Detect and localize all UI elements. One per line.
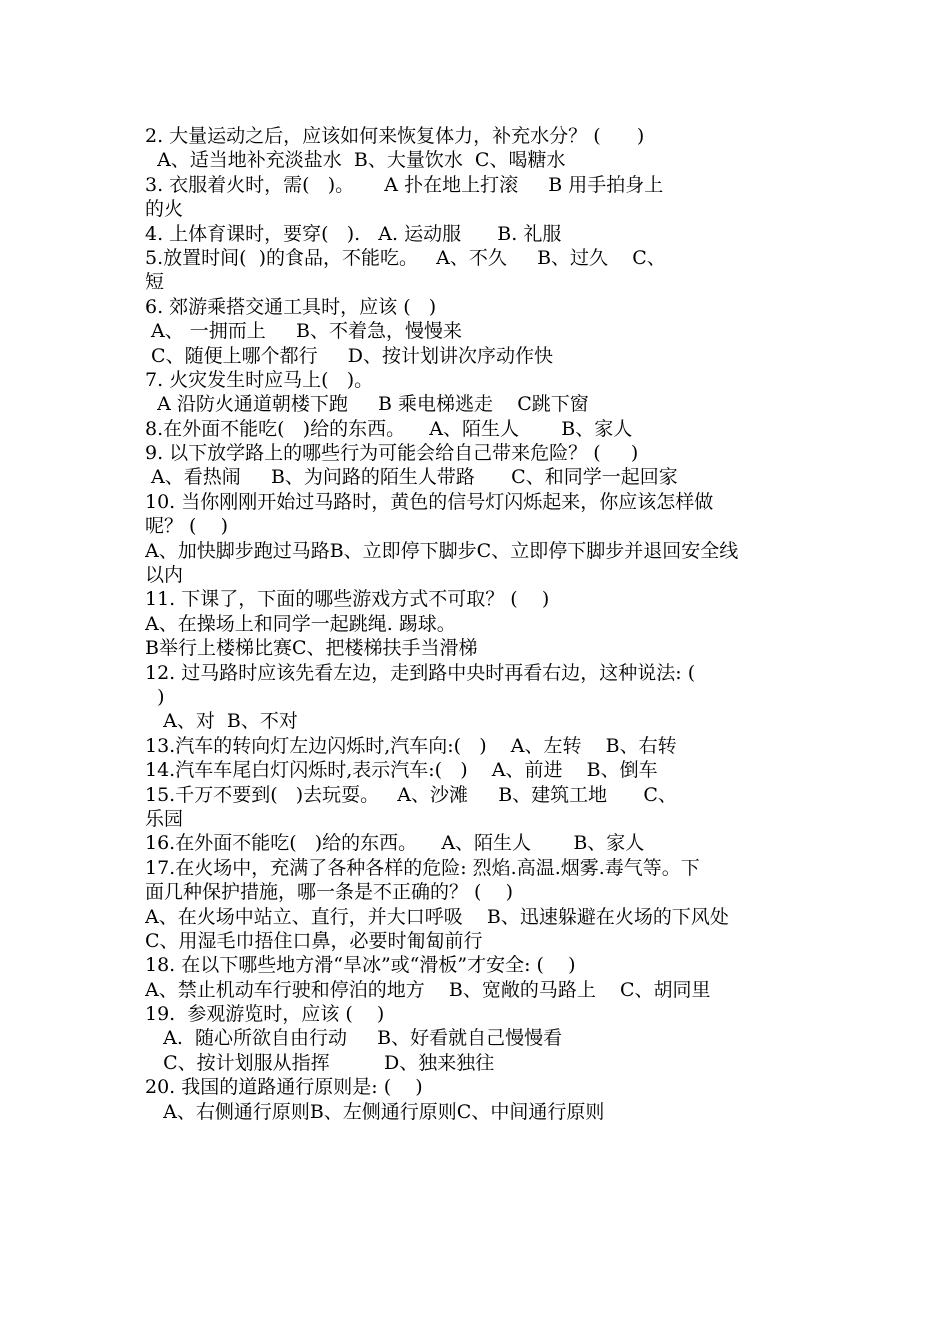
text-line: 10. 当你刚刚开始过马路时，黄色的信号灯闪烁起来，你应该怎样做 [145,490,714,513]
text-line: 16.在外面不能吃( )给的东西。 A、陌生人 B、家人 [145,832,645,855]
text-line: 19. 参观游览时，应该 ( ) [145,1003,385,1026]
text-line: A 沿防火通道朝楼下跑 B 乘电梯逃走 C跳下窗 [145,393,589,416]
text-line: ) [145,685,165,708]
text-line: 18. 在以下哪些地方滑“旱冰”或“滑板”才安全: ( ) [145,954,576,977]
text-line: 乐园 [145,807,184,830]
text-line: A、适当地补充淡盐水 B、大量饮水 C、喝糖水 [145,149,566,172]
text-line: 6. 郊游乘搭交通工具时，应该 ( ) [145,295,437,318]
text-line: 11. 下课了，下面的哪些游戏方式不可取？ ( ) [145,588,550,611]
text-line: A. 随心所欲自由行动 B、好看就自己慢慢看 [145,1027,563,1050]
text-line: 的火 [145,198,184,221]
text-line: 以内 [145,564,184,587]
text-line: 5.放置时间( )的食品，不能吃。 A、不久 B、过久 C、 [145,246,666,269]
text-line: B举行上楼梯比赛C、把楼梯扶手当滑梯 [145,637,478,660]
document-body [145,124,810,1124]
text-line: 13.汽车的转向灯左边闪烁时,汽车向:( ) A、左转 B、右转 [145,734,677,757]
text-line: 9. 以下放学路上的哪些行为可能会给自己带来危险？ ( ) [145,442,639,465]
text-line: A、在操场上和同学一起跳绳. 踢球。 [145,612,456,635]
text-line: C、随便上哪个都行 D、按计划讲次序动作快 [145,344,554,367]
text-line: 7. 火灾发生时应马上( )。 [145,368,374,391]
text-line: 14.汽车车尾白灯闪烁时,表示汽车:( ) A、前进 B、倒车 [145,759,658,782]
text-line: A、对 B、不对 [145,710,298,733]
text-line: 2. 大量运动之后，应该如何来恢复体力，补充水分？ ( ) [145,125,645,147]
text-line: 3. 衣服着火时，需( )。 A 扑在地上打滚 B 用手拍身上 [145,173,664,196]
text-line: A、 一拥而上 B、不着急，慢慢来 [145,320,462,343]
text-line: 呢？ ( ) [145,515,229,538]
text-line: A、加快脚步跑过马路B、立即停下脚步C、立即停下脚步并退回安全线 [145,539,739,562]
text-line: 20. 我国的道路通行原则是: ( ) [145,1076,423,1099]
text-line: 4. 上体育课时，要穿( ). A. 运动服 B. 礼服 [145,222,562,245]
text-line: A、看热闹 B、为问路的陌生人带路 C、和同学一起回家 [145,466,678,489]
text-line: 15.千万不要到( )去玩耍。 A、沙滩 B、建筑工地 C、 [145,783,677,806]
text-line: C、按计划服从指挥 D、独来独往 [145,1051,495,1074]
text-line: 短 [145,271,165,294]
text-line: A、右侧通行原则B、左侧通行原则C、中间通行原则 [145,1100,605,1123]
text-line: 17.在火场中，充满了各种各样的危险: 烈焰.高温.烟雾.毒气等。下 [145,856,700,879]
text-line: A、禁止机动车行驶和停泊的地方 B、宽敞的马路上 C、胡同里 [145,978,711,1001]
text-line: 面几种保护措施，哪一条是不正确的？ ( ) [145,881,514,904]
text-line: 12. 过马路时应该先看左边，走到路中央时再看右边，这种说法: ( [145,661,696,684]
text-line: 8.在外面不能吃( )给的东西。 A、陌生人 B、家人 [145,417,633,440]
text-line: C、用湿毛巾捂住口鼻，必要时匍匐前行 [145,929,483,952]
text-line: A、在火场中站立、直行，并大口呼吸 B、迅速躲避在火场的下风处 [145,905,729,928]
